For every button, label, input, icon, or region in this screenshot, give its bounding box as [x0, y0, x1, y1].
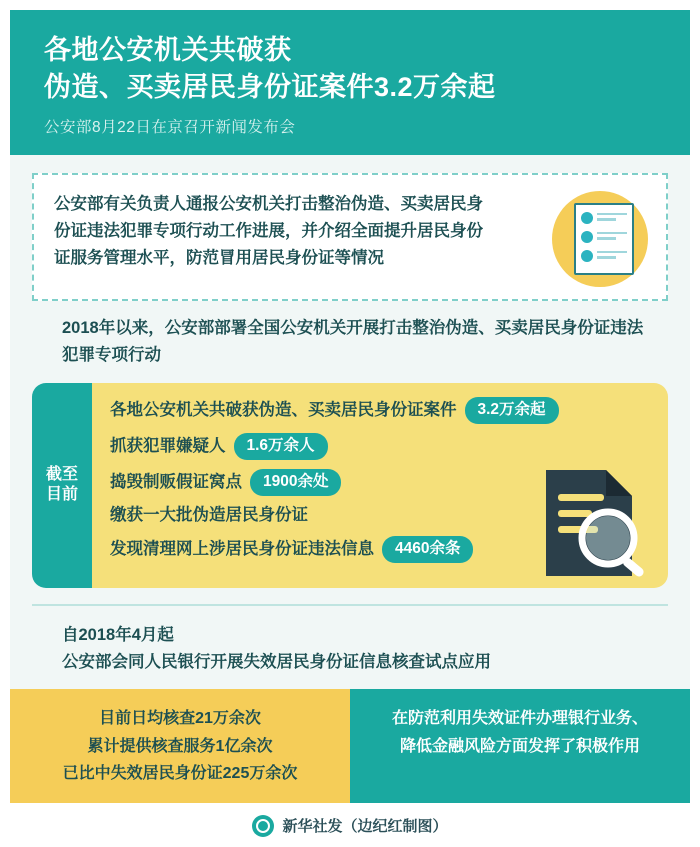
paragraph-3-line-2: 公安部会同人民银行开展失效居民身份证信息核查试点应用 [62, 652, 491, 671]
stat-label: 捣毁制贩假证窝点 [110, 473, 242, 491]
bottom-right-line-2: 降低金融风险方面发挥了积极作用 [399, 737, 640, 755]
intro-card [32, 173, 668, 301]
page-title-line-1: 各地公安机关共破获 [44, 35, 292, 65]
poster-body [10, 155, 690, 689]
bottom-left-panel [10, 689, 350, 803]
stats-block [32, 383, 668, 588]
stat-value: 1900余处 [250, 469, 341, 496]
avatar-icon [581, 250, 593, 262]
text-line [597, 251, 627, 262]
bottom-left-line-2: 累计提供核查服务1亿余次 [87, 737, 273, 755]
footer-credit: 新华社发（边纪红制图） [282, 818, 448, 836]
paragraph-3-line-1: 自2018年4月起 [62, 625, 174, 644]
poster-footer [10, 803, 690, 847]
bottom-right-line-1: 在防范利用失效证件办理银行业务、 [391, 710, 648, 728]
bottom-summary [10, 689, 690, 803]
bottom-left-line-3: 已比中失效居民身份证225万余次 [62, 764, 298, 782]
xinhua-logo-icon [252, 815, 274, 837]
intro-text: 公安部有关负责人通报公安机关打击整治伪造、买卖居民身份证违法犯罪专项行动工作进展，并介绍全面提升居民身份证服务管理水平，防范冒用居民身份证等情况 [54, 195, 483, 267]
stat-label: 抓获犯罪嫌疑人 [110, 436, 226, 455]
text-line [597, 232, 627, 243]
document-row [581, 212, 627, 224]
stats-tab-line-1: 截至 [45, 465, 78, 483]
avatar-icon [581, 212, 593, 224]
stat-item [110, 505, 650, 526]
stat-item [110, 536, 650, 563]
stat-value: 3.2万余起 [465, 397, 559, 424]
bottom-left-line-1: 目前日均核查21万余次 [99, 710, 261, 728]
id-document-icon [552, 191, 648, 287]
document-row [581, 250, 627, 262]
bottom-right-panel [350, 689, 690, 803]
page-subtitle: 公安部8月22日在京召开新闻发布会 [44, 119, 296, 137]
stats-time-tab [32, 383, 92, 588]
paragraph-3 [32, 604, 668, 689]
stat-value: 1.6万余人 [234, 433, 328, 460]
avatar-icon [581, 231, 593, 243]
stat-value: 4460余条 [382, 536, 473, 563]
document-row [581, 231, 627, 243]
stat-item [110, 469, 650, 496]
stat-label: 各地公安机关共破获伪造、买卖居民身份证案件 [110, 400, 457, 419]
stat-item [110, 433, 650, 460]
stats-list [92, 383, 668, 588]
document-sheet [574, 203, 634, 275]
stat-label: 发现清理网上涉居民身份证违法信息 [110, 539, 374, 558]
paragraph-2: 2018年以来，公安部部署全国公安机关开展打击整治伪造、买卖居民身份证违法犯罪专项行动 [62, 319, 644, 365]
page-title-line-2: 伪造、买卖居民身份证案件3.2万余起 [44, 71, 496, 102]
stat-label: 缴获一大批伪造居民身份证 [110, 506, 308, 525]
poster-header [10, 10, 690, 155]
text-line [597, 213, 627, 224]
stat-item [110, 397, 650, 424]
stats-tab-line-2: 目前 [45, 486, 78, 504]
